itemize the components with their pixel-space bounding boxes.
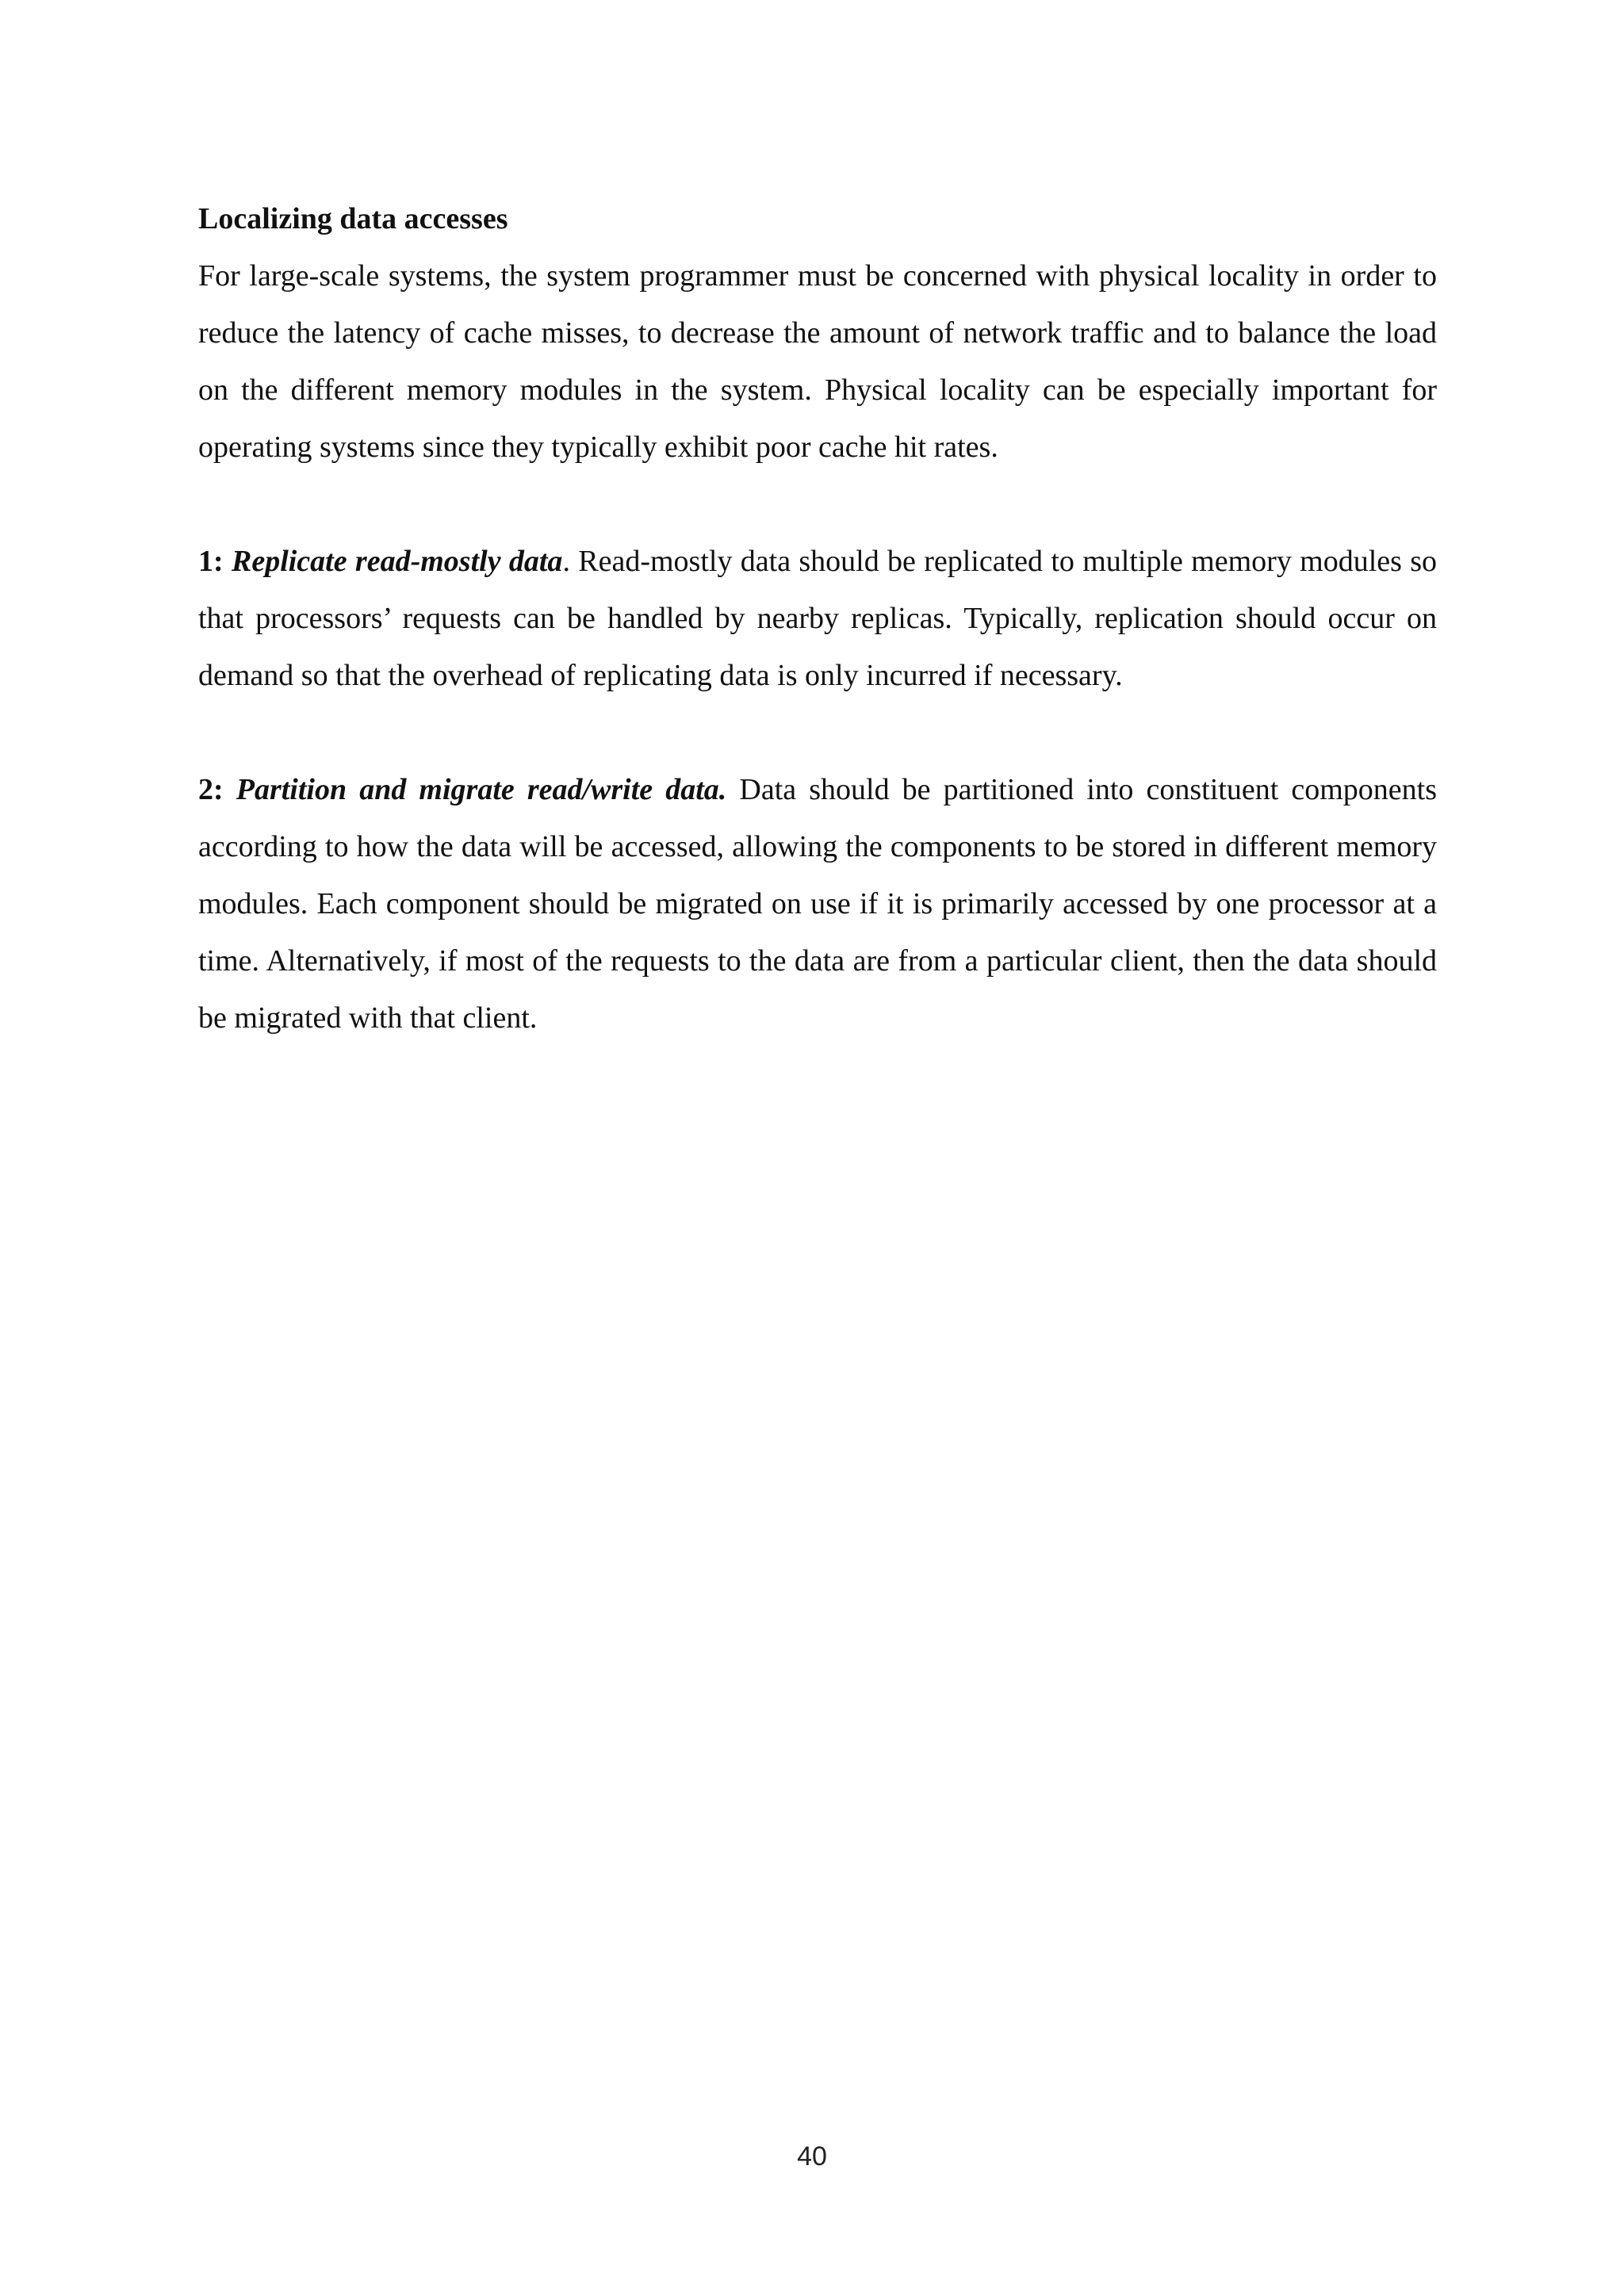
item-1-number: 1: xyxy=(198,545,224,578)
list-item-2 xyxy=(198,761,1437,1047)
item-2-title: Partition and migrate read/write data. xyxy=(236,773,727,806)
paragraph-spacer xyxy=(198,476,1437,533)
section-heading: Localizing data accesses xyxy=(198,202,508,235)
item-1-body: Read-mostly data should be replicated to multiple memory modules so that processors’ requests can be handled by nearby replicas. Typically, replication should occur on demand so that the overhead of replicating data is only incurred if necessary. xyxy=(198,545,1438,692)
list-item-1 xyxy=(198,533,1437,704)
item-2-number: 2: xyxy=(198,773,224,806)
item-1-title: Replicate read-mostly data xyxy=(231,545,563,578)
page-content xyxy=(198,190,1437,1047)
item-2-body: Data should be partitioned into constituent components according to how the data will be accessed, allowing the components to be stored in different memory modules. Each component should be migrated on use if it is primarily accessed by one processor at a time. Alternatively, if most of the requests to the data are from a particular client, then the data should be migrated with that client. xyxy=(198,773,1437,1035)
intro-paragraph: For large-scale systems, the system programmer must be concerned with physical locality in order to reduce the latency of cache misses, to decrease the amount of network traffic and to balance the load on the different memory modules in the system. Physical locality can be especially important for operating systems since they typically exhibit poor cache hit rates. xyxy=(198,259,1437,464)
page-number: 40 xyxy=(797,2141,827,2172)
paragraph-spacer xyxy=(198,704,1437,761)
item-1-title-punct: . xyxy=(562,545,570,578)
